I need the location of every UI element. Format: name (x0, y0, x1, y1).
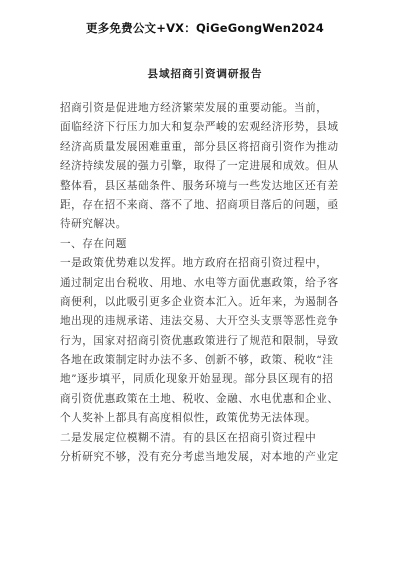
document-title: 县域招商引资调研报告 (147, 68, 263, 80)
text-line: 地”逐步填平，同质化现象开始显现。部分县区现有的招 (60, 373, 334, 386)
text-line: 整体看，县区基础条件、服务环境与一些发达地区还有差 (60, 179, 339, 192)
text-line: 经济持续发展的强力引擎，取得了一定进展和成效。但从 (60, 160, 339, 173)
text-line: 经济高质量发展困难重重，部分县区将招商引资作为推动 (60, 140, 339, 153)
section-heading: 一、存在问题 (60, 237, 127, 250)
text-line: 距，存在招不来商、落不了地、招商项目落后的问题，亟 (60, 198, 339, 211)
paragraph-positioning (60, 429, 350, 468)
text-line: 商引资优惠政策在土地、税收、金融、水电优惠和企业、 (60, 392, 339, 405)
text-line: 面临经济下行压力加大和复杂严峻的宏观经济形势，县域 (60, 121, 339, 134)
document-body (60, 99, 350, 467)
text-line: 待研究解决。 (60, 218, 127, 231)
paragraph-policy (60, 254, 350, 429)
text-line: 地出现的违规承诺、违法交易、大开空头支票等恶性竞争 (60, 315, 339, 328)
watermark-header: 更多免费公文+VX：QiGeGongWen2024 (86, 21, 324, 35)
text-line: 分析研究不够，没有充分考虑当地发展，对本地的产业定 (60, 451, 339, 464)
text-line: 行为，国家对招商引资优惠政策进行了规范和限制，导致 (60, 334, 339, 347)
text-line: 通过制定出台税收、用地、水电等方面优惠政策，给予客 (60, 276, 339, 289)
paragraph-intro (60, 99, 350, 235)
text-line: 招商引资是促进地方经济繁荣发展的重要动能。当前， (60, 102, 328, 114)
text-line: 商便利，以此吸引更多企业资本汇入。近年来，为遏制各 (60, 295, 339, 308)
text-line: 二是发展定位模糊不清。有的县区在招商引资过程中 (60, 431, 317, 444)
text-line: 一是政策优势难以发挥。地方政府在招商引资过程中， (60, 257, 328, 270)
text-line: 各地在政策制定时办法不多、创新不够，政策、税收“洼 (60, 354, 334, 367)
text-line: 个人奖补上都具有高度相似性，政策优势无法体现。 (60, 412, 317, 425)
